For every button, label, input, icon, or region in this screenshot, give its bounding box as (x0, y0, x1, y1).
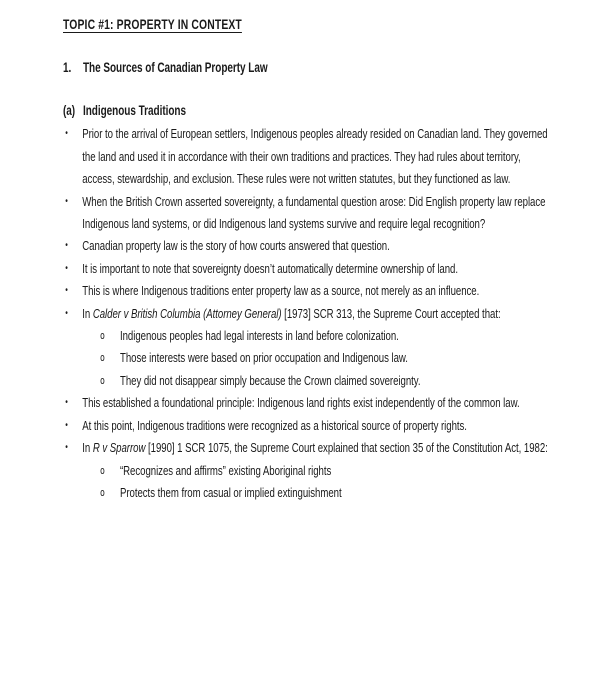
bullet-text: They did not disappear simply because the Crown claimed sovereignty. (119, 372, 421, 388)
bullet-dot-icon: • (65, 262, 68, 274)
circle-bullet-icon: o (100, 329, 105, 343)
bullet-text: “Recognizes and affirms” existing Aboriginal rights (119, 462, 332, 478)
bullet-item (63, 123, 553, 190)
bullet-dot-icon: • (65, 128, 68, 140)
bullet-dot-icon: • (65, 195, 68, 207)
sub-bullet-item (63, 325, 553, 347)
section-heading-text: The Sources of Canadian Property Law (82, 60, 268, 75)
bullet-dot-icon: • (65, 442, 68, 454)
bullet-item (63, 437, 553, 459)
bullet-text: This is where Indigenous traditions enter property law as a source, not merely as an influence. (82, 283, 480, 299)
circle-bullet-icon: o (100, 373, 105, 387)
bullet-dot-icon: • (65, 307, 68, 319)
subsection-heading-text: Indigenous Traditions (82, 103, 187, 118)
bullet-text: At this point, Indigenous traditions were recognized as a historical source of property rights. (82, 417, 467, 433)
circle-bullet-icon: o (100, 485, 105, 499)
subsection-heading (63, 100, 553, 122)
bullet-text: It is important to note that sovereignty doesn’t automatically determine ownership of land. (82, 260, 459, 276)
circle-bullet-icon: o (100, 463, 105, 477)
sub-bullet-item (63, 370, 553, 392)
bullet-item (63, 392, 553, 414)
bullet-item (63, 191, 553, 236)
bullet-dot-icon: • (65, 285, 68, 297)
bullet-text: Those interests were based on prior occupation and Indigenous law. (119, 350, 408, 366)
document-title: TOPIC #1: PROPERTY IN CONTEXT (63, 16, 242, 32)
bullet-text: In Calder v British Columbia (Attorney General) [1973] SCR 313, the Supreme Court accepted that: (82, 305, 501, 321)
bullet-item (63, 415, 553, 437)
bullet-dot-icon: • (65, 240, 68, 252)
bullet-text: Prior to the arrival of European settlers, Indigenous peoples already resided on Canadian land. They governed the land and used it in accordance with their own traditions and practices. They had rules about territory, access, stewardship, and exclusion. These rules were not written statutes, but they functioned as law. (82, 126, 548, 187)
sub-bullet-item (63, 482, 553, 504)
bullet-item (63, 235, 553, 257)
bullet-dot-icon: • (65, 397, 68, 409)
section-heading (63, 57, 553, 79)
circle-bullet-icon: o (100, 351, 105, 365)
bullet-text: When the British Crown asserted sovereignty, a fundamental question arose: Did English property law replace Indigenous land systems, or did Indigenous land systems survive and require legal recognition? (82, 193, 546, 232)
bullet-dot-icon: • (65, 419, 68, 431)
bullet-item (63, 258, 553, 280)
bullet-text: In R v Sparrow [1990] 1 SCR 1075, the Supreme Court explained that section 35 of the Constitution Act, 1982: (82, 440, 548, 456)
bullet-text: This established a foundational principle: Indigenous land rights exist independently of the common law. (82, 395, 520, 411)
bullet-list (63, 123, 553, 504)
document-page (63, 13, 553, 504)
bullet-item (63, 280, 553, 302)
bullet-text: Protects them from casual or implied extinguishment (119, 484, 342, 500)
bullet-text: Indigenous peoples had legal interests in land before colonization. (119, 328, 399, 344)
sub-bullet-item (63, 460, 553, 482)
sub-bullet-item (63, 347, 553, 369)
section-number: 1. (63, 60, 72, 75)
bullet-text: Canadian property law is the story of how courts answered that question. (82, 238, 390, 254)
bullet-item (63, 303, 553, 325)
subsection-label: (a) (63, 103, 76, 118)
